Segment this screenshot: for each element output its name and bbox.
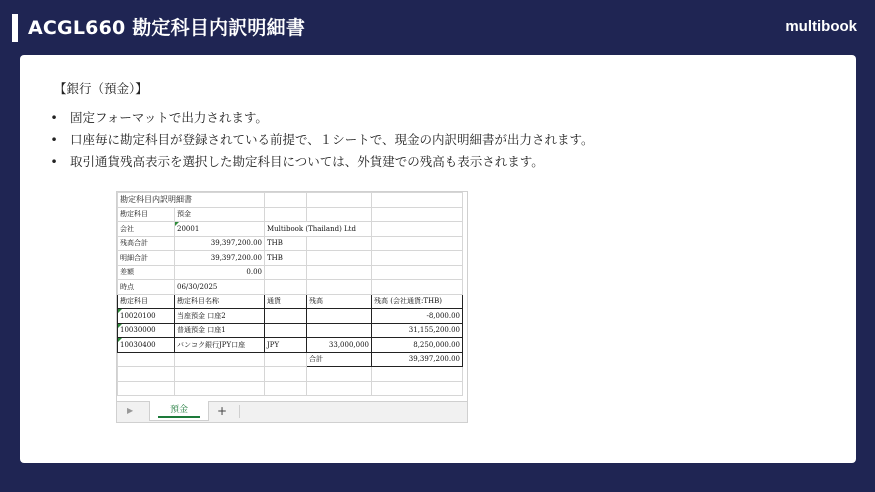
meta-row [118, 222, 463, 237]
sheet-title: 勘定科目内訳明細書 [118, 193, 265, 208]
bullet-list [48, 107, 594, 173]
balance [307, 309, 372, 324]
account-code: 10020100 [118, 309, 175, 324]
bullet-marker: • [50, 132, 58, 147]
column-header: 勘定科目名称 [175, 294, 265, 309]
meta-label: 差額 [118, 265, 175, 280]
column-header: 通貨 [265, 294, 307, 309]
account-code: 10030400 [118, 338, 175, 353]
bullet-item: • 固定フォーマットで出力されます。 [48, 107, 594, 129]
balance: 33,000,000 [307, 338, 372, 353]
balance-thb: 8,250,000.00 [372, 338, 463, 353]
brand-logo: multibook [785, 18, 857, 35]
bullet-item: • 取引通貨残高表示を選択した勘定科目については、外貨建での残高も表示されます。 [48, 151, 594, 173]
column-header: 残高 [307, 294, 372, 309]
meta-value: 20001 [175, 222, 265, 237]
balance-thb: -8,000.00 [372, 309, 463, 324]
meta-value: 預金 [175, 207, 265, 222]
add-sheet-button[interactable]: + [217, 404, 228, 418]
column-header-row [118, 294, 463, 309]
meta-row [118, 251, 463, 266]
sheet-tab-bar [117, 401, 467, 422]
bullet-marker: • [50, 110, 58, 125]
account-name: 普通預金 口座1 [175, 323, 265, 338]
meta-label: 明細合計 [118, 251, 175, 266]
meta-label: 勘定科目 [118, 207, 175, 222]
currency: JPY [265, 338, 307, 353]
total-value: 39,397,200.00 [372, 352, 463, 367]
meta-value: 39,397,200.00 [175, 236, 265, 251]
page-header [0, 0, 875, 54]
meta-row [118, 207, 463, 222]
balance [307, 323, 372, 338]
bullet-marker: • [50, 154, 58, 169]
header-accent-bar [12, 14, 18, 42]
spreadsheet-screenshot [116, 191, 468, 423]
currency [265, 309, 307, 324]
total-row [118, 352, 463, 367]
tab-divider [239, 405, 240, 418]
column-header: 勘定科目 [118, 294, 175, 309]
meta-row [118, 280, 463, 295]
column-header: 残高 (会社通貨:THB) [372, 294, 463, 309]
bullet-item: • 口座毎に勘定科目が登録されている前提で、１シートで、現金の内訳明細書が出力されます。 [48, 129, 594, 151]
content-card [20, 55, 856, 463]
table-row [118, 323, 463, 338]
account-code: 10030000 [118, 323, 175, 338]
meta-label: 残高合計 [118, 236, 175, 251]
meta-label: 会社 [118, 222, 175, 237]
account-name: バンコク銀行JPY口座 [175, 338, 265, 353]
sheet-table [117, 192, 463, 396]
table-row [118, 309, 463, 324]
account-name: 当座預金 口座2 [175, 309, 265, 324]
sheet-tab-deposit[interactable]: 預金 [149, 401, 209, 421]
meta-value: 39,397,200.00 [175, 251, 265, 266]
meta-value: 06/30/2025 [175, 280, 265, 295]
table-row [118, 338, 463, 353]
meta-value: 0.00 [175, 265, 265, 280]
meta-label: 時点 [118, 280, 175, 295]
meta-extra: THB [265, 251, 307, 266]
page-title: ACGL660 勘定科目内訳明細書 [28, 17, 306, 39]
sheet-title-row [118, 193, 463, 208]
section-title: 【銀行（預金）】 [54, 81, 148, 96]
meta-row [118, 265, 463, 280]
balance-thb: 31,155,200.00 [372, 323, 463, 338]
meta-row [118, 236, 463, 251]
total-label: 合計 [307, 352, 372, 367]
meta-extra: Multibook (Thailand) Ltd [265, 222, 372, 237]
scroll-right-icon[interactable]: ▶ [127, 406, 134, 415]
meta-extra: THB [265, 236, 307, 251]
currency [265, 323, 307, 338]
